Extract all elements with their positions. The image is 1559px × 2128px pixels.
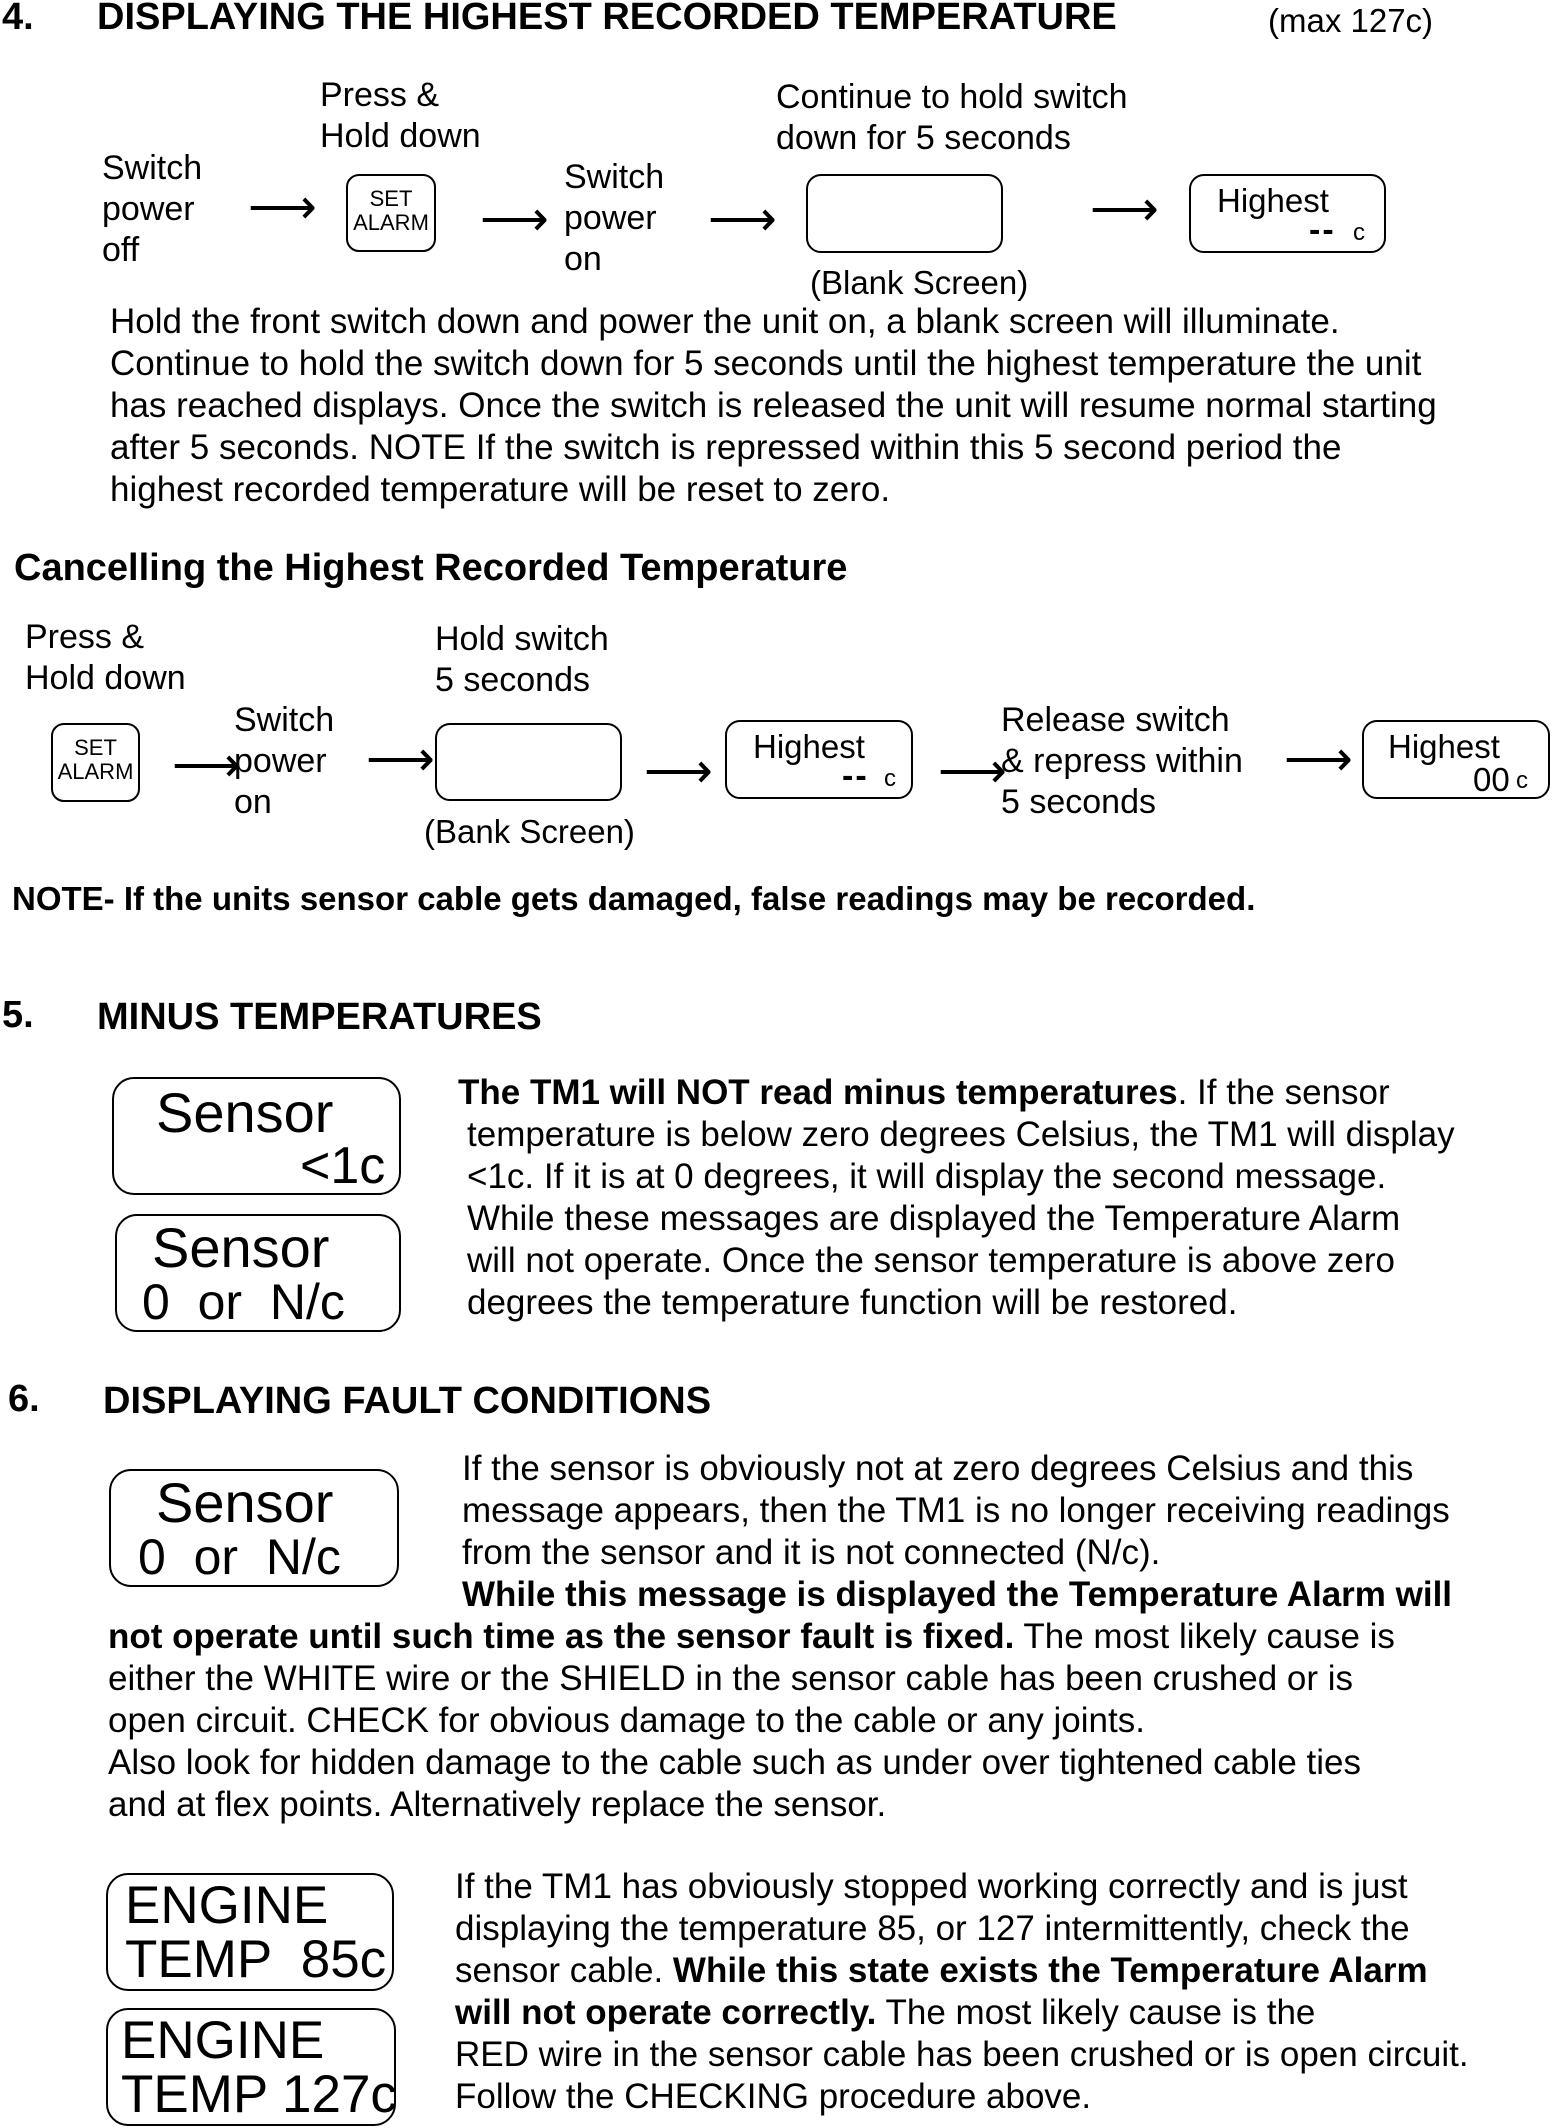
cancel-step-press-hold: Press & Hold down — [25, 618, 186, 697]
section-4-paragraph: Hold the front switch down and power the unit on, a blank screen will illuminate. Continue to hold the switch down for 5 seconds until the highest temperature the unit has reached displays. Once the switch is released the unit will resume normal starting after 5 seconds. NOTE If the switch is repressed within this 5 second period the highest recorded temperature will be reset to zero. — [110, 302, 1437, 509]
arrow-icon: ⟶ — [480, 193, 549, 246]
lcd-engine-temp-85: ENGINE TEMP 85c — [106, 1873, 394, 1991]
blank-screen-caption: (Blank Screen) — [810, 264, 1029, 301]
section-5-number: 5. — [2, 994, 34, 1036]
engine-temp-paragraph: If the TM1 has obviously stopped working correctly and is just displaying the temperature 85, or 127 intermittently, check the sensor cable. While this state exists the Temperature Alarm will not operate correctly. The most likely cause is the RED wire in the sensor cable has been crushed or is open circuit. Follow the CHECKING procedure above. — [455, 1867, 1469, 2116]
max-temperature-note: (max 127c) — [1268, 2, 1434, 39]
damage-note: NOTE- If the units sensor cable gets damaged, false readings may be recorded. — [12, 880, 1256, 917]
arrow-icon: ⟶ — [1090, 183, 1159, 236]
section-6-number: 6. — [8, 1378, 40, 1420]
step-switch-power-on: Switch power on — [564, 158, 665, 278]
step-continue-hold: Continue to hold switch down for 5 seconds — [776, 78, 1128, 157]
cancel-step-release: Release switch & repress within 5 seconds — [1001, 701, 1243, 821]
set-alarm-button-icon: SET ALARM — [346, 174, 436, 252]
lcd-sensor-fault: Sensor 0 or N/c — [109, 1469, 399, 1587]
section-5-title: MINUS TEMPERATURES — [97, 996, 542, 1038]
lcd-sensor-below-zero: Sensor <1c — [112, 1077, 401, 1195]
section-4-title: DISPLAYING THE HIGHEST RECORDED TEMPERATURE — [97, 0, 1117, 38]
highest-reset-display: Highest 00 c — [1362, 720, 1550, 799]
section-4-number: 4. — [2, 0, 34, 38]
bank-screen-caption: (Bank Screen) — [424, 813, 635, 850]
step-switch-power-off: Switch power off — [102, 149, 203, 269]
arrow-icon: ⟶ — [366, 733, 435, 786]
arrow-icon: ⟶ — [644, 745, 713, 798]
arrow-icon: ⟶ — [708, 193, 777, 246]
arrow-icon: ⟶ — [248, 181, 317, 234]
arrow-icon: ⟶ — [938, 745, 1007, 798]
section-6-paragraph-bottom: not operate until such time as the sensor fault is fixed. The most likely cause is either the WHITE wire or the SHIELD in the sensor cable has been crushed or is open circuit. CHECK for obvious damage to the cable or any joints. Also look for hidden damage to the cable such as under over tightened cable ties and at flex points. Alternatively replace the sensor. — [108, 1617, 1395, 1824]
highest-display: Highest -- c — [725, 720, 913, 799]
cancel-heading: Cancelling the Highest Recorded Temperature — [14, 547, 848, 589]
lcd-sensor-zero-or-nc: Sensor 0 or N/c — [115, 1214, 401, 1332]
arrow-icon: ⟶ — [1284, 733, 1353, 786]
lcd-engine-temp-127: ENGINE TEMP 127c — [106, 2008, 396, 2126]
section-6-paragraph-top: If the sensor is obviously not at zero degrees Celsius and this message appears, then the TM1 is no longer receiving readings from the sensor and it is not connected (N/c). While this message is displayed the Temperature Alarm will — [462, 1449, 1453, 1614]
highest-display: Highest -- c — [1189, 174, 1386, 253]
arrow-icon: ⟶ — [172, 739, 241, 792]
cancel-step-switch-power-on: Switch power on — [234, 701, 335, 821]
section-5-paragraph: The TM1 will NOT read minus temperatures. If the sensor temperature is below zero degrees Celsius, the TM1 will display <1c. If it is at 0 degrees, it will display the second message. While these messages are displayed the Temperature Alarm will not operate. Once the sensor temperature is above zero degrees the temperature function will be restored. — [458, 1073, 1455, 1322]
set-alarm-button-icon: SET ALARM — [51, 723, 140, 802]
step-press-hold: Press & Hold down — [320, 76, 481, 155]
blank-screen-display — [435, 723, 622, 801]
cancel-step-hold-switch: Hold switch 5 seconds — [435, 620, 609, 699]
section-6-title: DISPLAYING FAULT CONDITIONS — [103, 1380, 712, 1422]
blank-screen-display — [806, 174, 1003, 253]
